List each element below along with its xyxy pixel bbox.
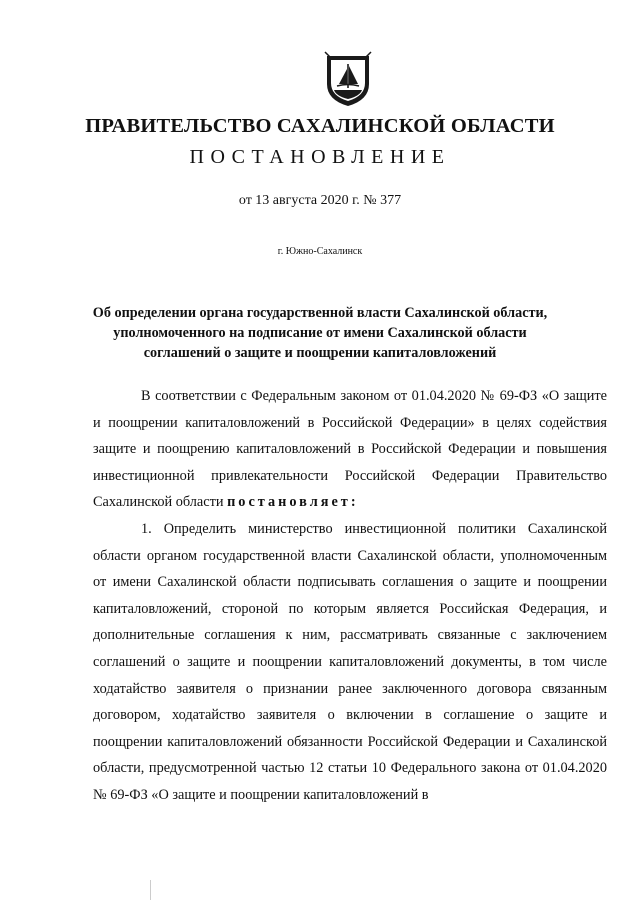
resolves-word: постановляет: (227, 494, 359, 511)
title-line: Об определении органа государственной власти Сахалинской области, (92, 305, 548, 321)
scan-mark (150, 880, 151, 900)
document-type: ПОСТАНОВЛЕНИЕ (189, 146, 451, 168)
title-line: соглашений о защите и поощрении капиталовложений (143, 345, 497, 361)
preamble-text: В соответствии с Федеральным законом от 01.04.2020 № 69-ФЗ «О защите и поощрении капиталовложений в Российской Федерации» в целях содействия защите и поощрению капиталовложений в Российской Федерации и повышения инвестиционной привлекательности Российской Федерации Правительство Сахалинской области (93, 388, 607, 511)
preamble-paragraph (93, 383, 607, 516)
document-body (93, 383, 607, 809)
document-title (60, 303, 580, 363)
coat-of-arms-icon (323, 50, 373, 108)
document-date-number: от 13 августа 2020 г. № 377 (238, 193, 402, 208)
organization-name: ПРАВИТЕЛЬСТВО САХАЛИНСКОЙ ОБЛАСТИ (85, 115, 555, 137)
document-city: г. Южно-Сахалинск (277, 246, 363, 257)
title-line: уполномоченного на подписание от имени Сахалинской области (113, 325, 527, 341)
item-1-paragraph: 1. Определить министерство инвестиционной политики Сахалинской области органом государственной власти Сахалинской области, уполномоченным от имени Сахалинской области подписывать соглашения о защите и поощрении капиталовложений, стороной по которым является Российская Федерация, и дополнительные соглашения к ним, рассматривать связанные с заключением соглашений о защите и поощрении капиталовложений документы, в том числе ходатайство заявителя о признании ранее заключенного договора связанным договором, ходатайство заявителя о включении в соглашение о защите и поощрении капиталовложений обязанности Российской Федерации и Сахалинской области, предусмотренной частью 12 статьи 10 Федерального закона от 01.04.2020 № 69-ФЗ «О защите и поощрении капиталовложений в (93, 520, 607, 803)
